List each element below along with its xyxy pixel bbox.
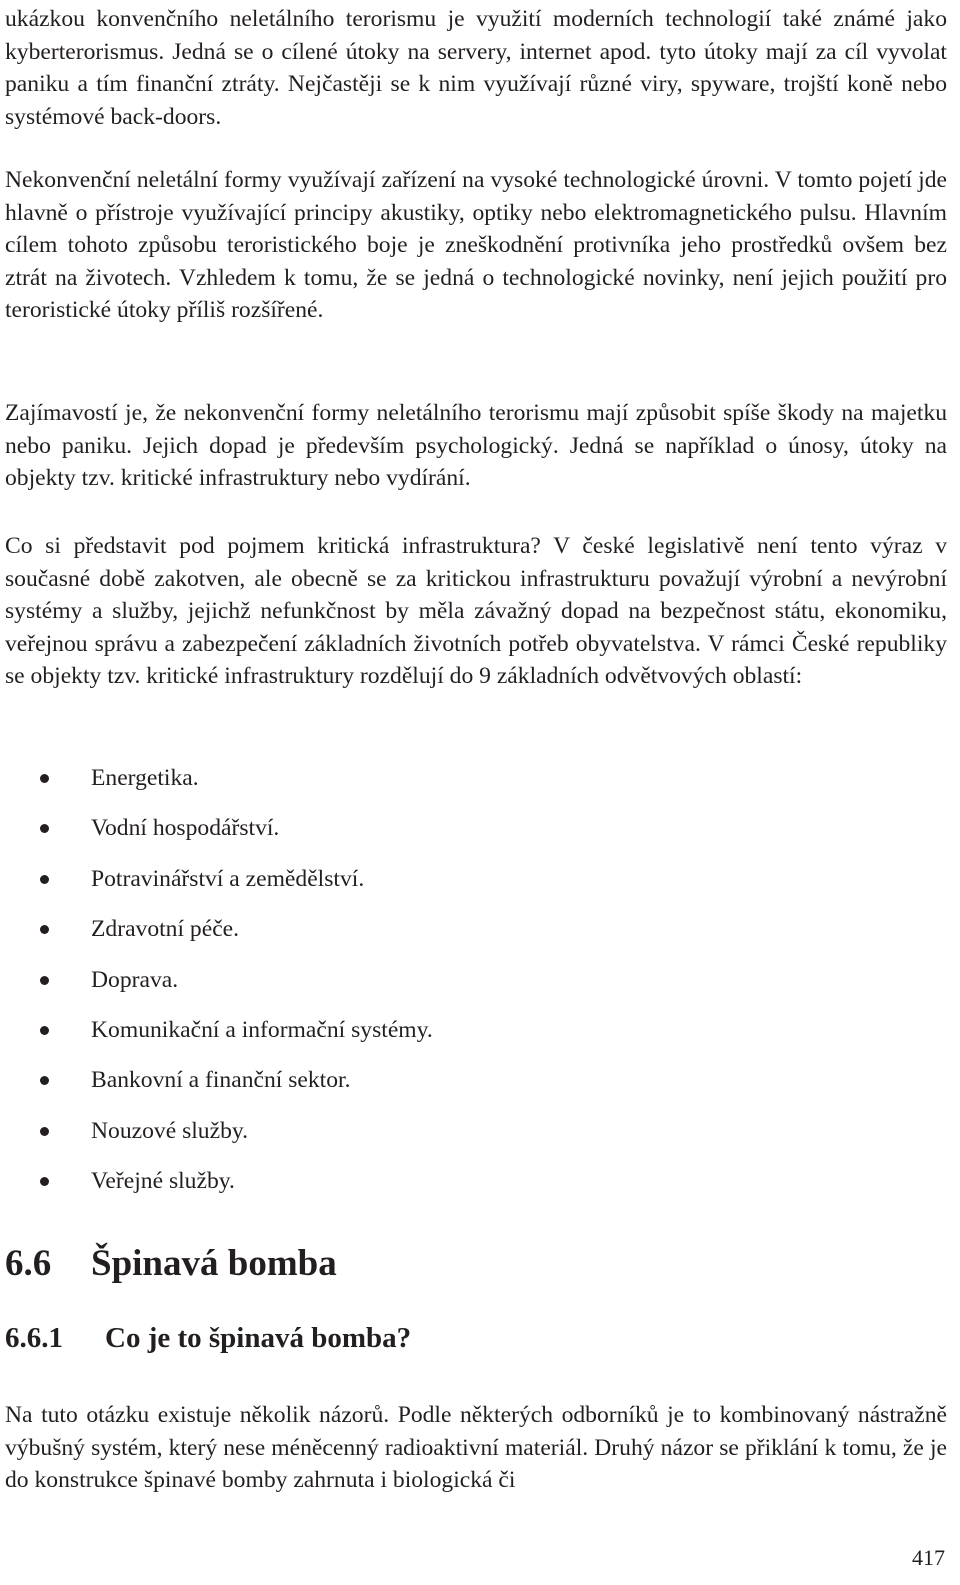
section-heading <box>5 1242 337 1286</box>
list-item: Vodní hospodářství. <box>5 812 433 862</box>
bullet-icon <box>40 976 49 985</box>
list-item: Potravinářství a zemědělství. <box>5 863 433 913</box>
paragraph-nekonvencni-formy: Nekonvenční neletální formy využívají zařízení na vysoké technologické úrovni. V tomto pojetí jde hlavně o přístroje využívající principy akustiky, optiky nebo elektromagnetického pulsu. Hlavním cílem tohoto způsobu teroristického boje je zneškodnění protivníka jeho prostředků ovšem bez ztrát na životech. Vzhledem k tomu, že se jedná o technologické novinky, není jejich použití pro teroristické útoky příliš rozšířené. <box>5 167 947 323</box>
section-number: 6.6 <box>5 1243 52 1284</box>
list-item: Zdravotní péče. <box>5 913 433 963</box>
paragraph-nazory: Na tuto otázku existuje několik názorů. Podle některých odborníků je to kombinovaný nástražně výbušný systém, který nese méněcenný radioaktivní materiál. Druhý názor se přiklání k tomu, že je do konstrukce špinavé bomby zahrnuta i biologická či <box>5 1402 947 1493</box>
subsection-title: Co je to špinavá bomba? <box>105 1322 412 1354</box>
bullet-icon <box>40 925 49 934</box>
bullet-icon <box>40 774 49 783</box>
list-item: Komunikační a informační systémy. <box>5 1014 433 1064</box>
subsection-number: 6.6.1 <box>5 1322 63 1354</box>
list-item: Veřejné služby. <box>5 1165 433 1215</box>
list-item: Bankovní a finanční sektor. <box>5 1064 433 1114</box>
list-item: Energetika. <box>5 762 433 812</box>
list-item: Nouzové služby. <box>5 1115 433 1165</box>
paragraph-kyberterorismus: ukázkou konvenčního neletálního terorismu je využití moderních technologií také známé jako kyberterorismus. Jedná se o cílené útoky na servery, internet apod. tyto útoky mají za cíl vyvolat paniku a tím finanční ztráty. Nejčastěji se k nim využívají různé viry, spyware, trojští koně nebo systémové back-doors. <box>5 6 947 130</box>
list-item: Doprava. <box>5 964 433 1014</box>
bullet-icon <box>40 1076 49 1085</box>
paragraph-zajimavost: Zajímavostí je, že nekonvenční formy neletálního terorismu mají způsobit spíše škody na majetku nebo paniku. Jejich dopad je především psychologický. Jedná se například o únosy, útoky na objekty tzv. kritické infrastruktury nebo vydírání. <box>5 400 947 491</box>
bullet-icon <box>40 824 49 833</box>
bullet-icon <box>40 875 49 884</box>
bullet-icon <box>40 1127 49 1136</box>
bullet-icon <box>40 1026 49 1035</box>
bullet-icon <box>40 1177 49 1186</box>
infrastructure-areas-list <box>5 762 433 1216</box>
section-title: Špinavá bomba <box>91 1243 337 1284</box>
page-number: 417 <box>912 1545 945 1570</box>
subsection-heading <box>5 1318 411 1358</box>
paragraph-kriticka-infrastruktura: Co si představit pod pojmem kritická infrastruktura? V české legislativě není tento výraz v současné době zakotven, ale obecně se za kritickou infrastrukturu považují výrobní a nevýrobní systémy a služby, jejichž nefunkčnost by měla závažný dopad na bezpečnost státu, ekonomiku, veřejnou správu a zabezpečení základních životních potřeb obyvatelstva. V rámci České republiky se objekty tzv. kritické infrastruktury rozdělují do 9 základních odvětvových oblastí: <box>5 533 947 689</box>
